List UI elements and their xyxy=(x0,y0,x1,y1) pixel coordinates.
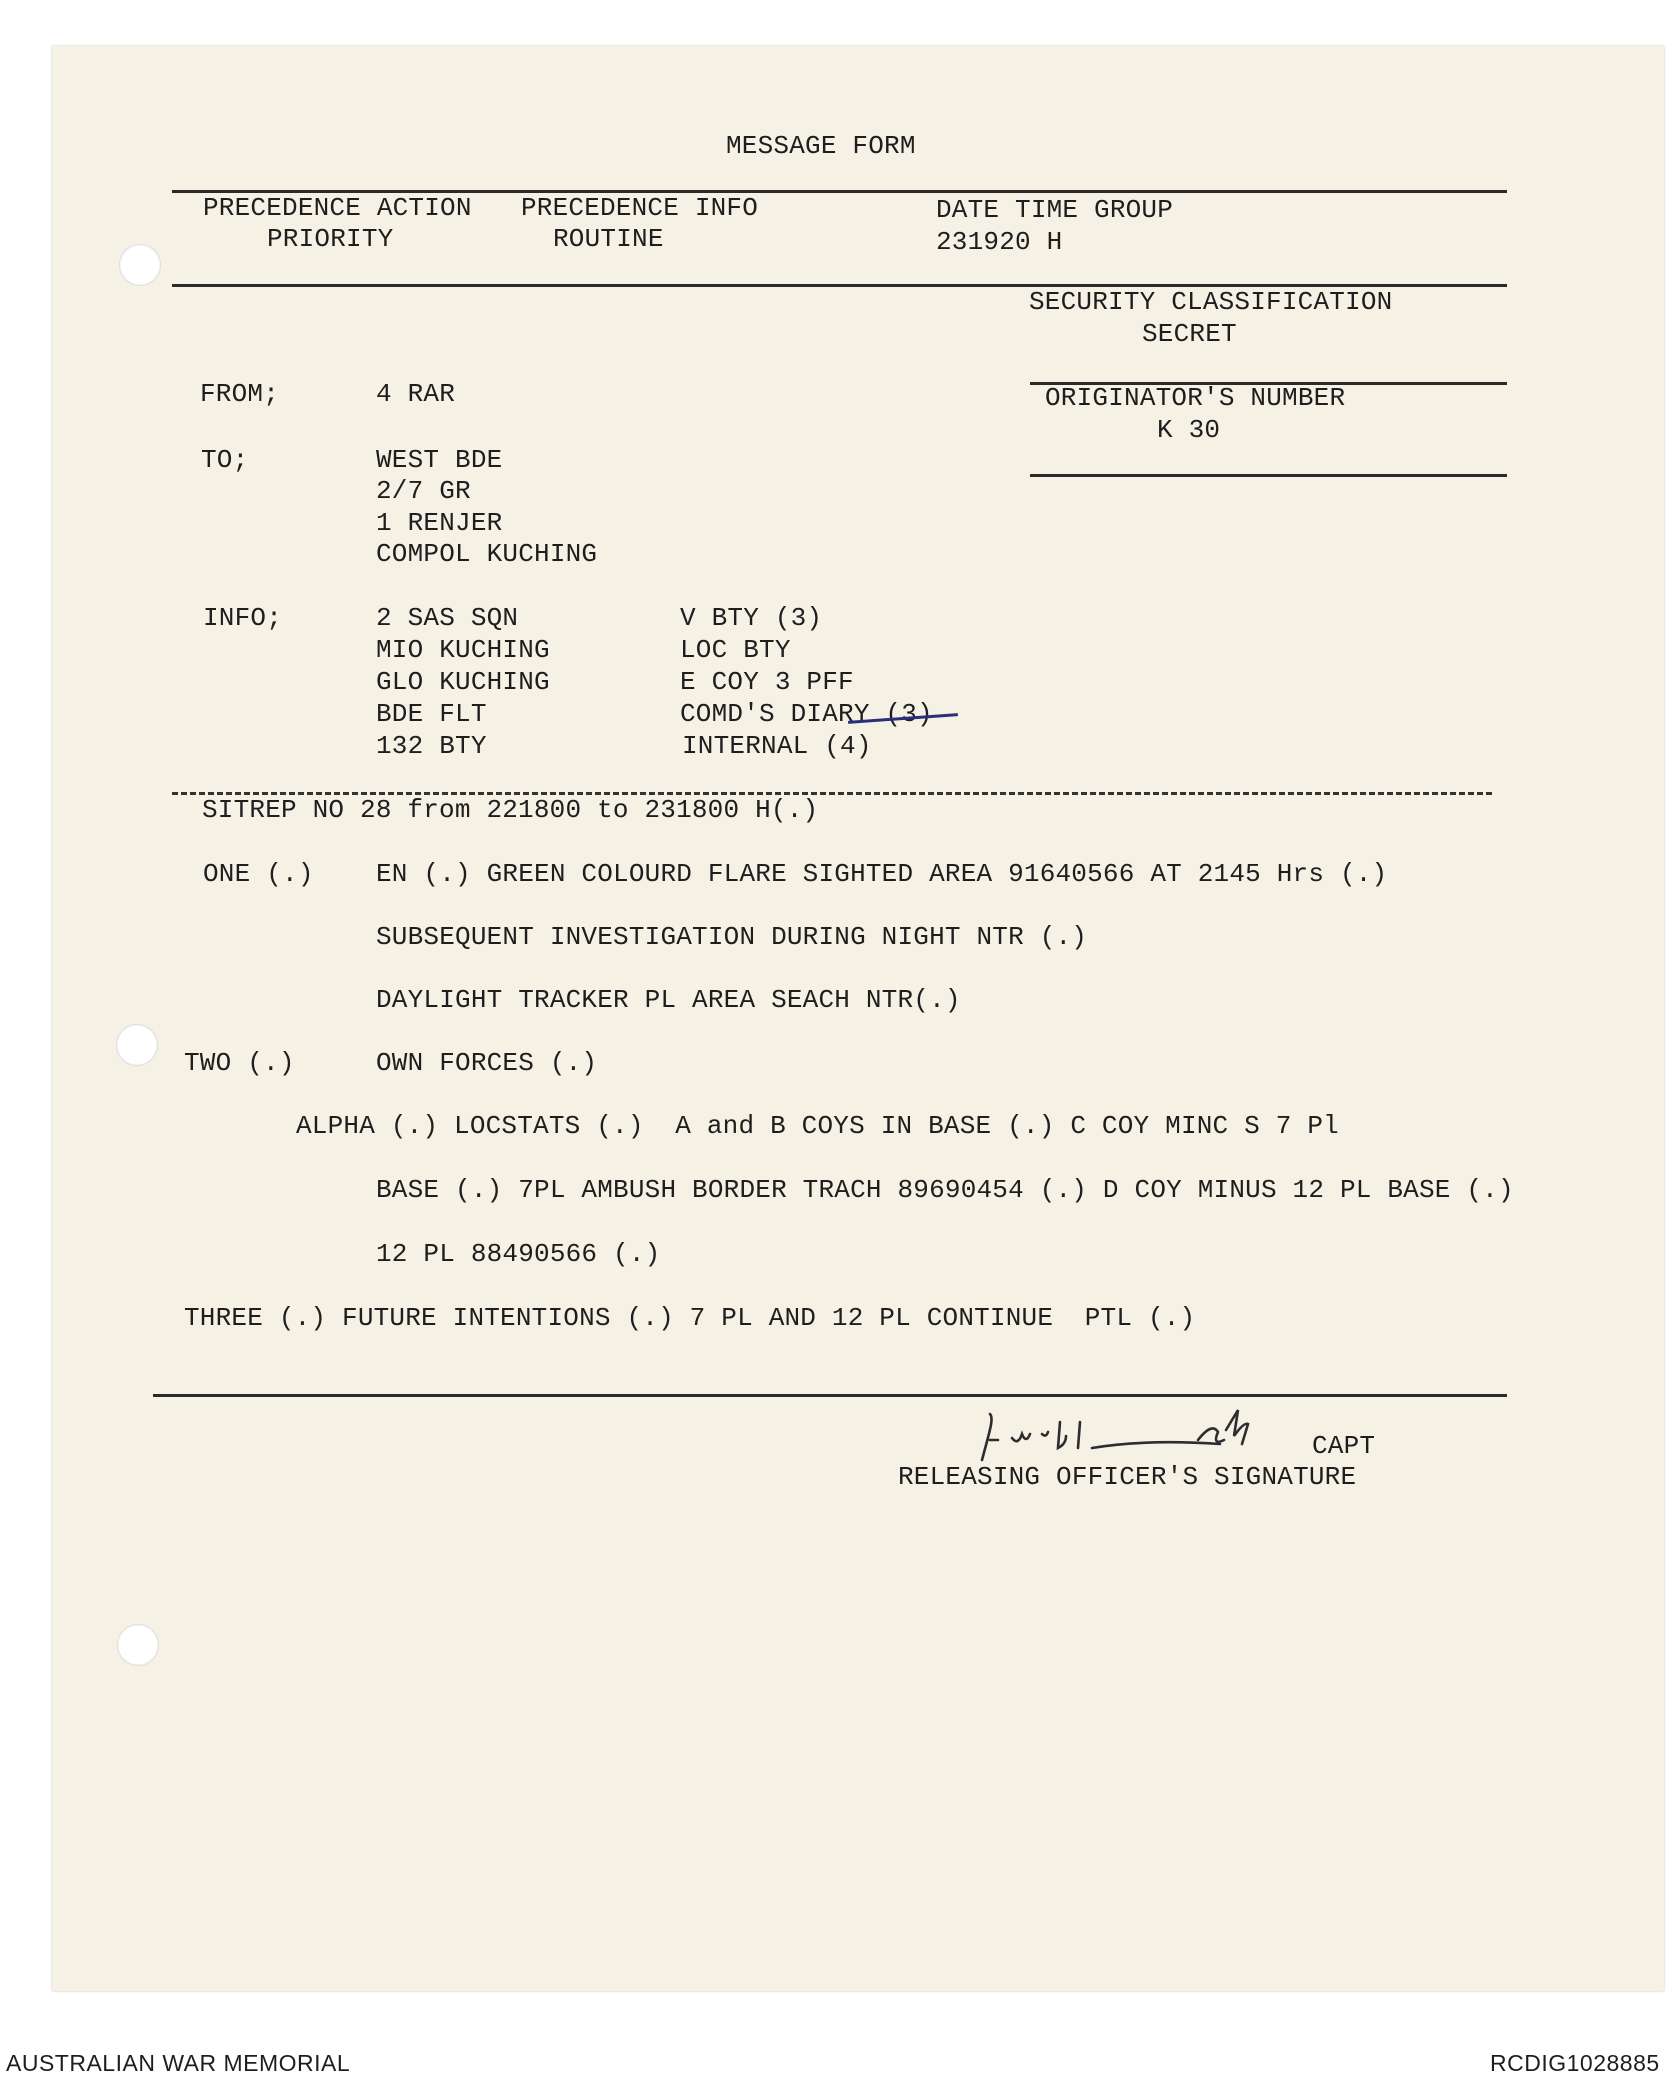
paragraph-one-line: DAYLIGHT TRACKER PL AREA SEACH NTR(.) xyxy=(376,985,961,1015)
info-addressee: V BTY (3) xyxy=(680,603,823,633)
dtg-label: DATE TIME GROUP xyxy=(936,195,1174,225)
handwritten-signature xyxy=(960,1400,1360,1470)
punch-hole-middle xyxy=(116,1024,158,1066)
info-addressee: E COY 3 PFF xyxy=(680,667,854,697)
signature-label: RELEASING OFFICER'S SIGNATURE xyxy=(898,1462,1357,1492)
info-addressee: LOC BTY xyxy=(680,635,791,665)
info-addressee: COMD'S DIARY (3) xyxy=(680,699,933,729)
to-addressee: WEST BDE xyxy=(376,445,503,475)
originator-number-value: K 30 xyxy=(1157,415,1221,445)
precedence-info-value: ROUTINE xyxy=(553,224,664,254)
info-addressee: INTERNAL (4) xyxy=(682,731,872,761)
message-form-sheet xyxy=(52,46,1664,1991)
precedence-action-value: PRIORITY xyxy=(267,224,394,254)
security-classification-label: SECURITY CLASSIFICATION xyxy=(1029,287,1393,317)
paragraph-one-line: EN (.) GREEN COLOURD FLARE SIGHTED AREA 91640566 AT 2145 Hrs (.) xyxy=(376,859,1388,889)
paragraph-two-label: TWO (.) xyxy=(184,1048,295,1078)
to-label: TO; xyxy=(201,445,249,475)
paragraph-one-label: ONE (.) xyxy=(203,859,314,889)
punch-hole-top xyxy=(119,244,161,286)
form-title: MESSAGE FORM xyxy=(726,131,916,161)
to-addressee: 2/7 GR xyxy=(376,476,471,506)
punch-hole-bottom xyxy=(117,1624,159,1666)
info-addressee: 132 BTY xyxy=(376,731,487,761)
paragraph-two-heading: OWN FORCES (.) xyxy=(376,1048,598,1078)
signature-rank: CAPT xyxy=(1312,1431,1376,1461)
to-addressee: COMPOL KUCHING xyxy=(376,539,598,569)
paragraph-one-line: SUBSEQUENT INVESTIGATION DURING NIGHT NTR (.) xyxy=(376,922,1088,952)
from-label: FROM; xyxy=(200,379,280,409)
paragraph-three-line: THREE (.) FUTURE INTENTIONS (.) 7 PL AND 12 PL CONTINUE PTL (.) xyxy=(184,1303,1196,1333)
footer-source: AUSTRALIAN WAR MEMORIAL xyxy=(6,2050,351,2076)
precedence-info-label: PRECEDENCE INFO xyxy=(521,193,759,223)
security-classification-value: SECRET xyxy=(1142,319,1237,349)
paragraph-two-alpha: ALPHA (.) LOCSTATS (.) A and B COYS IN BASE (.) C COY MINC S 7 Pl xyxy=(296,1111,1339,1141)
to-addressee: 1 RENJER xyxy=(376,508,503,538)
info-addressee: BDE FLT xyxy=(376,699,487,729)
signature-top-rule xyxy=(153,1394,1507,1397)
info-addressee: GLO KUCHING xyxy=(376,667,550,697)
precedence-action-label: PRECEDENCE ACTION xyxy=(203,193,472,223)
info-addressee: MIO KUCHING xyxy=(376,635,550,665)
sitrep-heading: SITREP NO 28 from 221800 to 231800 H(.) xyxy=(202,795,819,825)
info-addressee: 2 SAS SQN xyxy=(376,603,519,633)
footer-reference: RCDIG1028885 xyxy=(1490,2050,1660,2076)
dtg-value: 231920 H xyxy=(936,227,1063,257)
paragraph-two-line: BASE (.) 7PL AMBUSH BORDER TRACH 89690454 (.) D COY MINUS 12 PL BASE (.) xyxy=(376,1175,1514,1205)
from-value: 4 RAR xyxy=(376,379,456,409)
originator-number-label: ORIGINATOR'S NUMBER xyxy=(1045,383,1346,413)
info-label: INFO; xyxy=(203,603,283,633)
paragraph-two-line: 12 PL 88490566 (.) xyxy=(376,1239,661,1269)
originator-rule xyxy=(1030,474,1507,477)
